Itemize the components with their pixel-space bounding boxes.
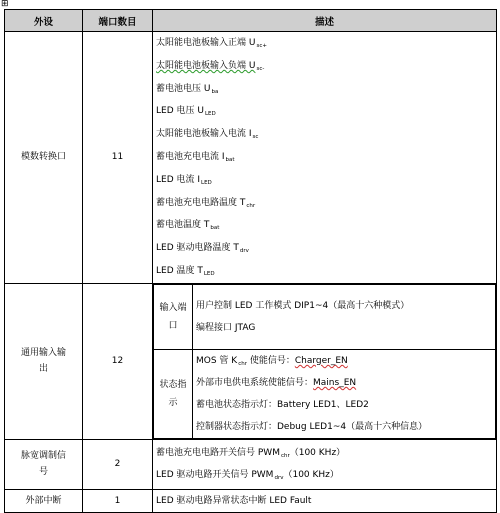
count-pwm: 2 [83, 439, 153, 489]
desc-line: LED 电流 $I_{LED}$ [156, 174, 212, 186]
count-gpio: 12 [83, 283, 153, 439]
desc-line: 蓄电池电压 $U_{ba}$ [156, 83, 219, 95]
desc-line: LED 驱动电路异常状态中断 LED Fault [156, 495, 312, 506]
group-label-status: 状态指 示 [154, 349, 193, 438]
table-row-pwm [5, 439, 497, 489]
desc-line: 太阳能电池板输入正端 $U_{sc+}$ [156, 38, 267, 49]
desc-interrupt [153, 489, 497, 512]
gpio-input-group [154, 284, 496, 349]
desc-line: 蓄电池温度 $T_{bat}$ [156, 220, 220, 232]
table-row-gpio [5, 283, 497, 439]
header-description: 描述 [153, 10, 497, 32]
device-gpio: 通用输入输 出 [5, 283, 83, 439]
table-move-handle-icon[interactable]: ⊞ [1, 0, 9, 9]
peripheral-spec-table [4, 9, 497, 513]
header-port-count: 端口数目 [83, 10, 153, 32]
desc-line: 蓄电池充电电流 $I_{bat}$ [156, 151, 235, 163]
desc-adc [153, 32, 497, 284]
desc-line: 蓄电池充电电路温度 $T_{chr}$ [156, 197, 256, 209]
table-row-adc [5, 32, 497, 284]
header-device: 外设 [5, 10, 83, 32]
device-adc: 模数转换口 [5, 32, 83, 284]
desc-pwm [153, 439, 497, 489]
count-adc: 11 [83, 32, 153, 284]
device-pwm: 脉宽调制信 号 [5, 439, 83, 489]
group-label-input: 输入端 口 [154, 284, 193, 349]
desc-line: 蓄电池充电电路开关信号 $PWM_{chr}(100$ KHz） [156, 448, 346, 460]
desc-line: LED 电压 $U_{LED}$ [156, 106, 216, 118]
count-interrupt: 1 [83, 489, 153, 512]
desc-line: 太阳能电池板输入电流 $I_{sc}$ [156, 129, 259, 141]
desc-gpio [153, 283, 497, 439]
desc-line: 蓄电池状态指示灯：Battery LED1、LED2 [196, 399, 369, 410]
desc-line: 外部市电供电系统使能信号：Mains_EN [196, 377, 357, 388]
desc-line: MOS 管 $K_{chr}$ 使能信号：Charger_EN [196, 355, 348, 367]
desc-line: LED 驱动电路开关信号 $PWM_{drv}(100$ KHz） [156, 470, 339, 482]
desc-line: LED 温度 $T_{LED}$ [156, 265, 215, 277]
device-interrupt: 外部中断 [5, 489, 83, 512]
desc-line: 用户控制 LED 工作模式 DIP1~4（最高十六种模式） [196, 300, 410, 311]
desc-line: 控制器状态指示灯：Debug LED1~4（最高十六种信息） [196, 421, 428, 432]
desc-line: LED 驱动电路温度 $T_{drv}$ [156, 243, 249, 255]
gpio-subtable [153, 284, 496, 439]
header-row [5, 10, 497, 32]
table-row-interrupt [5, 489, 497, 512]
gpio-status-group [154, 349, 496, 438]
desc-line: 编程接口 JTAG [196, 322, 256, 333]
desc-line: 太阳能电池板输入负端 $U_{sc-}$ [156, 60, 265, 72]
